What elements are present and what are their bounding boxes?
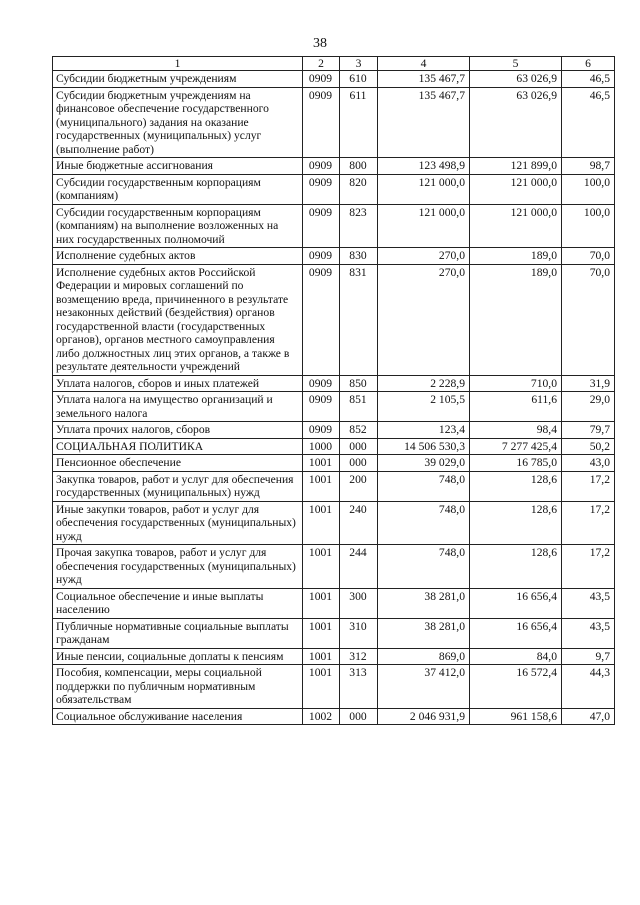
- table-row: [53, 501, 615, 545]
- section-code: 0909: [303, 248, 340, 265]
- section-code: 0909: [303, 204, 340, 248]
- executed-amount: 710,0: [470, 375, 562, 392]
- table-row: [53, 422, 615, 439]
- execution-percent: 100,0: [562, 204, 615, 248]
- section-code: 1000: [303, 438, 340, 455]
- item-name: СОЦИАЛЬНАЯ ПОЛИТИКА: [53, 438, 303, 455]
- table-row: [53, 471, 615, 501]
- executed-amount: 121 899,0: [470, 158, 562, 175]
- item-name: Пособия, компенсации, меры социальной поддержки по публичным нормативным обязательствам: [53, 665, 303, 709]
- execution-percent: 50,2: [562, 438, 615, 455]
- expense-type-code: 313: [340, 665, 378, 709]
- section-code: 0909: [303, 158, 340, 175]
- executed-amount: 7 277 425,4: [470, 438, 562, 455]
- table-row: [53, 618, 615, 648]
- execution-percent: 17,2: [562, 471, 615, 501]
- executed-amount: 128,6: [470, 471, 562, 501]
- planned-amount: 2 228,9: [378, 375, 470, 392]
- planned-amount: 748,0: [378, 471, 470, 501]
- item-name: Уплата прочих налогов, сборов: [53, 422, 303, 439]
- column-header: 2: [303, 57, 340, 71]
- executed-amount: 98,4: [470, 422, 562, 439]
- section-code: 0909: [303, 87, 340, 158]
- executed-amount: 189,0: [470, 264, 562, 375]
- executed-amount: 16 572,4: [470, 665, 562, 709]
- execution-percent: 46,5: [562, 71, 615, 88]
- executed-amount: 16 785,0: [470, 455, 562, 472]
- planned-amount: 748,0: [378, 545, 470, 589]
- expense-type-code: 823: [340, 204, 378, 248]
- planned-amount: 869,0: [378, 648, 470, 665]
- planned-amount: 121 000,0: [378, 204, 470, 248]
- table-row: [53, 204, 615, 248]
- executed-amount: 189,0: [470, 248, 562, 265]
- table-row: [53, 158, 615, 175]
- section-code: 1001: [303, 665, 340, 709]
- section-code: 1002: [303, 708, 340, 725]
- planned-amount: 2 046 931,9: [378, 708, 470, 725]
- executed-amount: 128,6: [470, 501, 562, 545]
- table-row: [53, 455, 615, 472]
- item-name: Иные пенсии, социальные доплаты к пенсиям: [53, 648, 303, 665]
- execution-percent: 43,0: [562, 455, 615, 472]
- planned-amount: 123 498,9: [378, 158, 470, 175]
- executed-amount: 121 000,0: [470, 174, 562, 204]
- executed-amount: 611,6: [470, 392, 562, 422]
- execution-percent: 9,7: [562, 648, 615, 665]
- item-name: Уплата налогов, сборов и иных платежей: [53, 375, 303, 392]
- table-row: [53, 665, 615, 709]
- expense-type-code: 851: [340, 392, 378, 422]
- table-row: [53, 588, 615, 618]
- planned-amount: 38 281,0: [378, 588, 470, 618]
- planned-amount: 37 412,0: [378, 665, 470, 709]
- header-row: [53, 57, 615, 71]
- table-row: [53, 392, 615, 422]
- executed-amount: 128,6: [470, 545, 562, 589]
- item-name: Публичные нормативные социальные выплаты гражданам: [53, 618, 303, 648]
- item-name: Субсидии государственным корпорациям (компаниям) на выполнение возложенных на них государственных полномочий: [53, 204, 303, 248]
- execution-percent: 43,5: [562, 618, 615, 648]
- column-header: 4: [378, 57, 470, 71]
- planned-amount: 38 281,0: [378, 618, 470, 648]
- executed-amount: 63 026,9: [470, 71, 562, 88]
- execution-percent: 44,3: [562, 665, 615, 709]
- executed-amount: 961 158,6: [470, 708, 562, 725]
- expense-type-code: 830: [340, 248, 378, 265]
- expense-type-code: 000: [340, 708, 378, 725]
- expense-type-code: 852: [340, 422, 378, 439]
- expense-type-code: 312: [340, 648, 378, 665]
- section-code: 1001: [303, 545, 340, 589]
- item-name: Закупка товаров, работ и услуг для обеспечения государственных (муниципальных) нужд: [53, 471, 303, 501]
- expense-type-code: 850: [340, 375, 378, 392]
- table-row: [53, 438, 615, 455]
- section-code: 0909: [303, 375, 340, 392]
- column-header: 3: [340, 57, 378, 71]
- expense-type-code: 000: [340, 438, 378, 455]
- expense-type-code: 244: [340, 545, 378, 589]
- table-row: [53, 248, 615, 265]
- expense-type-code: 611: [340, 87, 378, 158]
- section-code: 1001: [303, 588, 340, 618]
- execution-percent: 70,0: [562, 264, 615, 375]
- budget-table: [52, 56, 615, 725]
- planned-amount: 123,4: [378, 422, 470, 439]
- item-name: Субсидии бюджетным учреждениям на финансовое обеспечение государственного (муниципального) задания на оказание государственных (муниципальных) услуг (выполнение работ): [53, 87, 303, 158]
- planned-amount: 2 105,5: [378, 392, 470, 422]
- column-header: 1: [53, 57, 303, 71]
- table-row: [53, 648, 615, 665]
- table-row: [53, 87, 615, 158]
- item-name: Социальное обеспечение и иные выплаты населению: [53, 588, 303, 618]
- execution-percent: 46,5: [562, 87, 615, 158]
- item-name: Субсидии государственным корпорациям (компаниям): [53, 174, 303, 204]
- executed-amount: 16 656,4: [470, 588, 562, 618]
- planned-amount: 121 000,0: [378, 174, 470, 204]
- section-code: 1001: [303, 648, 340, 665]
- execution-percent: 47,0: [562, 708, 615, 725]
- planned-amount: 135 467,7: [378, 71, 470, 88]
- item-name: Социальное обслуживание населения: [53, 708, 303, 725]
- planned-amount: 14 506 530,3: [378, 438, 470, 455]
- section-code: 1001: [303, 618, 340, 648]
- item-name: Исполнение судебных актов Российской Федерации и мировых соглашений по возмещению вреда, причиненного в результате незаконных действий (бездействия) органов государственной власти (государственных органов), органов местного самоуправления либо должностных лиц этих органов, а также в результате деятельности учреждений: [53, 264, 303, 375]
- item-name: Иные бюджетные ассигнования: [53, 158, 303, 175]
- item-name: Субсидии бюджетным учреждениям: [53, 71, 303, 88]
- section-code: 1001: [303, 455, 340, 472]
- execution-percent: 17,2: [562, 545, 615, 589]
- column-header: 5: [470, 57, 562, 71]
- expense-type-code: 610: [340, 71, 378, 88]
- execution-percent: 70,0: [562, 248, 615, 265]
- section-code: 0909: [303, 392, 340, 422]
- table-row: [53, 71, 615, 88]
- expense-type-code: 000: [340, 455, 378, 472]
- execution-percent: 43,5: [562, 588, 615, 618]
- item-name: Уплата налога на имущество организаций и земельного налога: [53, 392, 303, 422]
- item-name: Прочая закупка товаров, работ и услуг для обеспечения государственных (муниципальных) нужд: [53, 545, 303, 589]
- section-code: 0909: [303, 71, 340, 88]
- executed-amount: 121 000,0: [470, 204, 562, 248]
- execution-percent: 98,7: [562, 158, 615, 175]
- execution-percent: 29,0: [562, 392, 615, 422]
- table-row: [53, 545, 615, 589]
- table-row: [53, 375, 615, 392]
- execution-percent: 79,7: [562, 422, 615, 439]
- execution-percent: 17,2: [562, 501, 615, 545]
- executed-amount: 16 656,4: [470, 618, 562, 648]
- section-code: 1001: [303, 471, 340, 501]
- planned-amount: 39 029,0: [378, 455, 470, 472]
- column-header: 6: [562, 57, 615, 71]
- planned-amount: 748,0: [378, 501, 470, 545]
- expense-type-code: 310: [340, 618, 378, 648]
- planned-amount: 270,0: [378, 248, 470, 265]
- planned-amount: 270,0: [378, 264, 470, 375]
- execution-percent: 31,9: [562, 375, 615, 392]
- item-name: Иные закупки товаров, работ и услуг для обеспечения государственных (муниципальных) нужд: [53, 501, 303, 545]
- item-name: Пенсионное обеспечение: [53, 455, 303, 472]
- section-code: 0909: [303, 264, 340, 375]
- expense-type-code: 800: [340, 158, 378, 175]
- expense-type-code: 240: [340, 501, 378, 545]
- section-code: 1001: [303, 501, 340, 545]
- planned-amount: 135 467,7: [378, 87, 470, 158]
- expense-type-code: 300: [340, 588, 378, 618]
- item-name: Исполнение судебных актов: [53, 248, 303, 265]
- execution-percent: 100,0: [562, 174, 615, 204]
- expense-type-code: 831: [340, 264, 378, 375]
- executed-amount: 63 026,9: [470, 87, 562, 158]
- table-row: [53, 264, 615, 375]
- expense-type-code: 200: [340, 471, 378, 501]
- table-row: [53, 708, 615, 725]
- section-code: 0909: [303, 422, 340, 439]
- page-number: 38: [313, 36, 327, 51]
- section-code: 0909: [303, 174, 340, 204]
- expense-type-code: 820: [340, 174, 378, 204]
- table-row: [53, 174, 615, 204]
- executed-amount: 84,0: [470, 648, 562, 665]
